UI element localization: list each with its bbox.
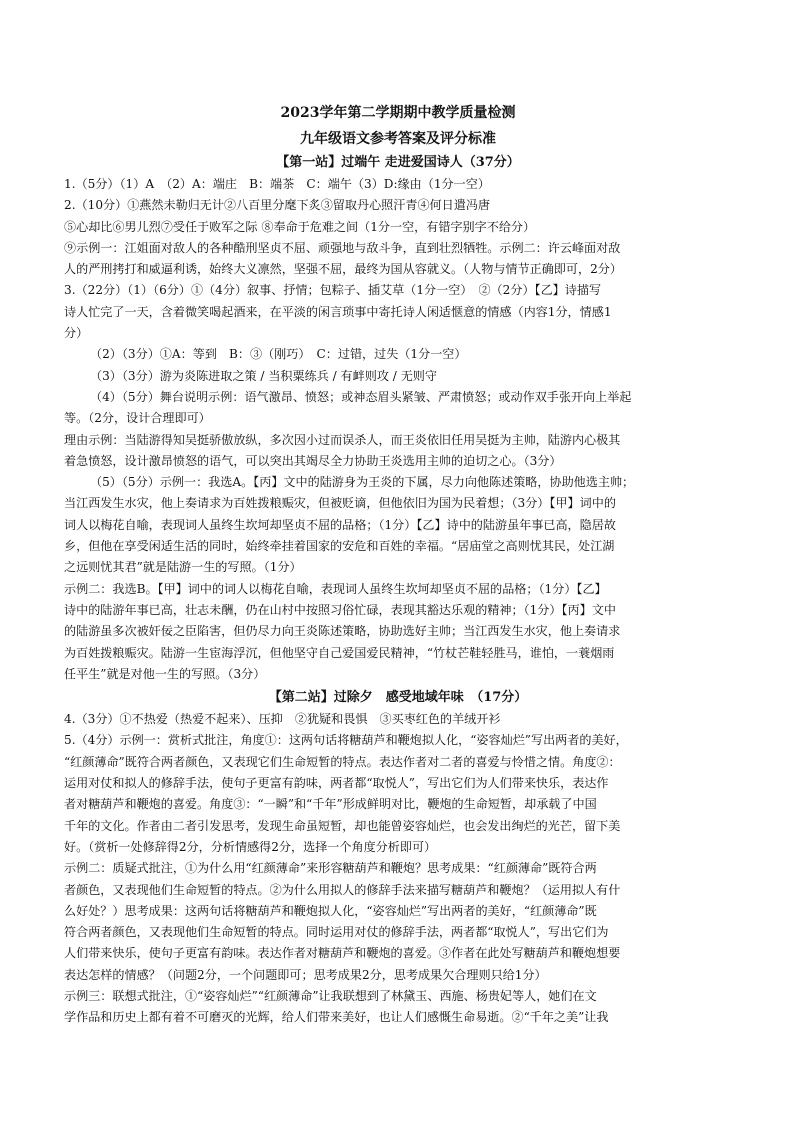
text-line: 5.（4分）示例一：赏析式批注，角度①：这两句话将糖葫芦和鞭炮拟人化，“姿容灿烂”写出两者的美好， — [64, 733, 628, 748]
text-line: 理由示例：当陆游得知吴挺骄傲放纵，多次因小过而误杀人，而王炎依旧任用吴挺为主帅，陆游内心极其 — [64, 432, 621, 447]
text-line: 诗中的陆游年事已高，壮志未酬，仍在山村中按照习俗忙碌，表现其豁达乐观的精神；（1分）【丙】文中 — [64, 602, 616, 617]
text-line: 分） — [64, 326, 89, 341]
text-line: 者颜色，又表现他们生命短暂的特点。②为什么用拟人的修辞手法来描写糖葫芦和鞭炮？（运用拟人有什 — [64, 882, 621, 897]
text-line: （3）（3分）游为炎陈进取之策 / 当积粟练兵 / 有衅则攻 / 无则守 — [90, 368, 437, 383]
section-2-body — [64, 709, 732, 1028]
text-line: 词人以梅花自喻，表现词人虽终生坎坷却坚贞不屈的品格；（1分）【乙】诗中的陆游虽年事已高，隐居故 — [64, 517, 616, 532]
text-line: 学作品和历史上都有着不可磨灭的光辉，给人们带来美好，也让人们感慨生命易逝。②“千年之美”让我 — [64, 1010, 609, 1025]
text-line: 2.（10分）①燕然未勒归无计②八百里分麾下炙③留取丹心照汗青④何日遣冯唐 — [64, 198, 491, 213]
text-line: 的陆游虽多次被奸佞之臣陷害，但仍尽力向王炎陈述策略，协助选好主帅；当江西发生水灾，他上奏请求 — [64, 624, 621, 639]
text-line: 运用对仗和拟人的修辞手法，使句子更富有韵味，两者都“取悦人”，写出它们为人们带来快乐，表达作 — [64, 776, 609, 791]
text-line: （4）（5分）舞台说明示例：语气激昂、愤怒；或神态眉头紧皱、严肃愤怒；或动作双手张开向上举起 — [90, 389, 632, 404]
text-line: 符合两者颜色，又表现他们生命短暂的特点。同时运用对仗的修辞手法，两者都“取悦人”，写出它们为 — [64, 925, 609, 940]
text-line: 千年的文化。作者由二者引发思考，发现生命虽短暂，却也能曾姿容灿烂，也会发出绚烂的光芒，留下美 — [64, 818, 621, 833]
text-line: 3.（22分）（1）（6分）①（4分）叙事、抒情；包粽子、插艾草（1分一空） ②（2分）【乙】诗描写 — [64, 283, 602, 298]
text-line: 表达怎样的情感？（问题2分，一个问题即可；思考成果2分，思考成果欠合理则只给1分） — [64, 967, 547, 982]
text-line: 示例二：质疑式批注，①为什么用“红颜薄命”来形容糖葫芦和鞭炮？思考成果：“红颜薄命”既符合两 — [64, 861, 597, 876]
text-line: （2）（3分）①A：等到 B：③（刚巧） C：过错，过失（1分一空） — [90, 347, 467, 362]
text-line: “红颜薄命”既符合两者颜色，又表现它们生命短暂的特点。表达作者对二者的喜爱与怜惜之情。角度②： — [64, 754, 621, 769]
text-line: 任平生”就是对他一生的写照。（3分） — [64, 666, 266, 681]
answer-key-title: 九年级语文参考答案及评分标准 — [300, 131, 496, 147]
text-line: 好。（赏析一处修辞得2分，分析情感得2分，选择一个角度分析即可） — [64, 839, 437, 854]
text-line: 1.（5分）（1）A （2）A：端庄 B：端茶 C：端午（3）D:缘由（1分一空） — [64, 177, 490, 191]
text-line: 为百姓拨粮赈灾。陆游一生宦海浮沉，但他坚守自己爱国爱民精神，“竹杖芒鞋轻胜马，谁怕，一蓑烟雨 — [64, 645, 615, 660]
text-line: 4.（3分）①不热爱（热爱不起来）、压抑 ②犹疑和畏惧 ③买枣红色的羊绒开衫 — [64, 712, 501, 727]
text-line: 人们带来快乐，使句子更富有韵味。表达作者对糖葫芦和鞭炮的喜爱。③作者在此处写糖葫芦和鞭炮想要 — [64, 946, 621, 961]
text-line: 着急愤怒，设计激昂愤怒的语气，可以突出其竭尽全力协助王炎选用主帅的迫切之心。（3分） — [64, 453, 562, 468]
text-line: （5）（5分）示例一：我选A。【丙】文中的陆游身为王炎的下属，尽力向他陈述策略，协助他选主帅； — [90, 475, 635, 490]
text-line: 么好处？）思考成果：这两句话将糖葫芦和鞭炮拟人化，“姿容灿烂”写出两者的美好，“红颜薄命”既 — [64, 903, 597, 918]
text-line: 示例三：联想式批注，①“姿容灿烂”“红颜薄命”让我联想到了林黛玉、西施、杨贵妃等人，她们在文 — [64, 988, 597, 1003]
exam-title: 2023学年第二学期期中教学质量检测 — [280, 105, 516, 121]
text-line: 等。（2分，设计合理即可） — [64, 411, 211, 426]
text-line: ⑤心却比⑥男儿烈⑦受任于败军之际 ⑧奉命于危难之间（1分一空，有错字别字不给分） — [64, 219, 536, 234]
text-line: 者对糖葫芦和鞭炮的喜爱。角度③：“一瞬”和“千年”形成鲜明对比，鞭炮的生命短暂，却承载了中国 — [64, 797, 597, 812]
text-line: 乡，但他在享受闲适生活的同时，始终牵挂着国家的安危和百姓的幸福。“居庙堂之高则忧其民，处江湖 — [64, 539, 615, 554]
text-line: 诗人忙完了一天，含着微笑喝起酒来，在平淡的闲言琐事中寄托诗人闲适惬意的情感（内容1分，情感1 — [64, 304, 612, 319]
section-heading-2: 【第二站】过除夕 感受地域年味 （17分） — [268, 690, 528, 706]
answer-sheet — [64, 102, 732, 1029]
section-heading-1: 【第一站】过端午 走进爱国诗人（37分） — [276, 155, 520, 170]
text-line: ⑨示例一：江姐面对敌人的各种酷刑坚贞不屈、顽强地与敌斗争，直到壮烈牺牲。示例二：许云峰面对敌 — [64, 240, 621, 255]
section-1-body — [64, 174, 732, 685]
text-line: 人的严刑拷打和威逼利诱，始终大义凛然，坚强不屈，最终为国从容就义。（人物与情节正确即可，2分） — [64, 262, 622, 277]
text-line: 当江西发生水灾，他上奏请求为百姓拨粮赈灾，但被贬谪，但他依旧为国为民着想；（3分）【甲】词中的 — [64, 496, 616, 511]
text-line: 之远则忧其君”就是陆游一生的写照。（1分） — [64, 560, 302, 575]
text-line: 示例二：我选B。【甲】词中的词人以梅花自喻，表现词人虽终生坎坷却坚贞不屈的品格；（1分）【乙】 — [64, 581, 607, 596]
